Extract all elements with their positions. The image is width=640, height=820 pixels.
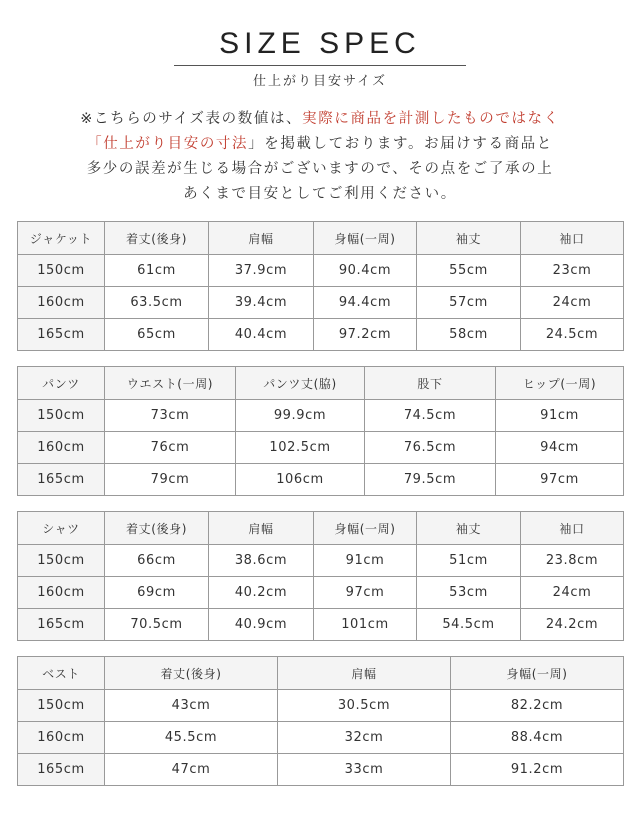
header-cell: 着丈(後身) — [105, 222, 209, 255]
table-row — [18, 400, 624, 432]
value-cell: 57cm — [417, 287, 521, 319]
size-label-cell: 160cm — [18, 722, 105, 754]
value-cell: 33cm — [278, 754, 451, 786]
header-cell: 身幅(一周) — [314, 512, 417, 545]
value-cell: 40.2cm — [209, 577, 314, 609]
value-cell: 40.4cm — [209, 319, 314, 351]
table-header-row — [18, 367, 624, 400]
size-label-cell: 150cm — [18, 400, 105, 432]
table-row — [18, 577, 624, 609]
value-cell: 32cm — [278, 722, 451, 754]
vest-size-table — [17, 656, 624, 786]
notice-line-2-text: 」を掲載しております。お届けする商品と — [248, 136, 553, 152]
page-subtitle: 仕上がり目安サイズ — [253, 74, 387, 89]
value-cell: 99.9cm — [236, 400, 365, 432]
shirt-size-table — [17, 511, 624, 641]
value-cell: 82.2cm — [451, 690, 624, 722]
notice-line-4: あくまで目安としてご利用ください。 — [183, 186, 457, 202]
header-cell: ベスト — [18, 657, 105, 690]
value-cell: 88.4cm — [451, 722, 624, 754]
value-cell: 97.2cm — [314, 319, 417, 351]
value-cell: 58cm — [417, 319, 521, 351]
value-cell: 47cm — [105, 754, 278, 786]
value-cell: 94.4cm — [314, 287, 417, 319]
value-cell: 101cm — [314, 609, 417, 641]
header-cell: 袖丈 — [417, 222, 521, 255]
value-cell: 40.9cm — [209, 609, 314, 641]
table-row — [18, 722, 624, 754]
table-row — [18, 545, 624, 577]
table-row — [18, 609, 624, 641]
value-cell: 66cm — [105, 545, 209, 577]
value-cell: 39.4cm — [209, 287, 314, 319]
value-cell: 69cm — [105, 577, 209, 609]
notice-line-2 — [0, 132, 640, 157]
value-cell: 61cm — [105, 255, 209, 287]
value-cell: 79.5cm — [365, 464, 496, 496]
header-cell: パンツ — [18, 367, 105, 400]
table-header-row — [18, 512, 624, 545]
size-label-cell: 165cm — [18, 319, 105, 351]
table-row — [18, 464, 624, 496]
size-label-cell: 165cm — [18, 754, 105, 786]
header-cell: パンツ丈(脇) — [236, 367, 365, 400]
value-cell: 94cm — [496, 432, 624, 464]
value-cell: 24cm — [521, 577, 624, 609]
value-cell: 97cm — [314, 577, 417, 609]
size-tables — [17, 221, 623, 801]
header-cell: 身幅(一周) — [451, 657, 624, 690]
value-cell: 51cm — [417, 545, 521, 577]
header-cell: 袖口 — [521, 222, 624, 255]
value-cell: 23.8cm — [521, 545, 624, 577]
header-cell: ヒップ(一周) — [496, 367, 624, 400]
value-cell: 55cm — [417, 255, 521, 287]
size-label-cell: 160cm — [18, 432, 105, 464]
table-row — [18, 255, 624, 287]
table-row — [18, 287, 624, 319]
pants-size-table — [17, 366, 624, 496]
notice-line-2-highlight: 「仕上がり目安の寸法 — [87, 136, 249, 152]
value-cell: 76.5cm — [365, 432, 496, 464]
value-cell: 91.2cm — [451, 754, 624, 786]
jacket-size-table — [17, 221, 624, 351]
table-header-row — [18, 222, 624, 255]
value-cell: 91cm — [496, 400, 624, 432]
size-label-cell: 160cm — [18, 287, 105, 319]
header-cell: 袖丈 — [417, 512, 521, 545]
size-label-cell: 165cm — [18, 464, 105, 496]
value-cell: 53cm — [417, 577, 521, 609]
value-cell: 24.2cm — [521, 609, 624, 641]
size-notice — [0, 107, 640, 207]
header-cell: 袖口 — [521, 512, 624, 545]
value-cell: 24cm — [521, 287, 624, 319]
size-label-cell: 150cm — [18, 545, 105, 577]
page-title: SIZE SPEC — [219, 27, 421, 60]
notice-line-3: 多少の誤差が生じる場合がございますので、その点をご了承の上 — [86, 161, 554, 177]
value-cell: 73cm — [105, 400, 236, 432]
value-cell: 90.4cm — [314, 255, 417, 287]
size-label-cell: 160cm — [18, 577, 105, 609]
notice-line-1 — [0, 107, 640, 132]
header-cell: 肩幅 — [278, 657, 451, 690]
value-cell: 79cm — [105, 464, 236, 496]
value-cell: 37.9cm — [209, 255, 314, 287]
value-cell: 91cm — [314, 545, 417, 577]
header-cell: 肩幅 — [209, 222, 314, 255]
value-cell: 97cm — [496, 464, 624, 496]
notice-line-1-text: ※こちらのサイズ表の数値は、 — [80, 111, 303, 127]
notice-line-1-highlight: 実際に商品を計測したものではなく — [302, 111, 560, 127]
value-cell: 38.6cm — [209, 545, 314, 577]
size-label-cell: 165cm — [18, 609, 105, 641]
value-cell: 23cm — [521, 255, 624, 287]
table-row — [18, 432, 624, 464]
table-row — [18, 754, 624, 786]
value-cell: 45.5cm — [105, 722, 278, 754]
header-cell: 身幅(一周) — [314, 222, 417, 255]
value-cell: 65cm — [105, 319, 209, 351]
value-cell: 30.5cm — [278, 690, 451, 722]
value-cell: 102.5cm — [236, 432, 365, 464]
value-cell: 106cm — [236, 464, 365, 496]
header-cell: 着丈(後身) — [105, 512, 209, 545]
size-label-cell: 150cm — [18, 255, 105, 287]
table-row — [18, 690, 624, 722]
header-cell: 着丈(後身) — [105, 657, 278, 690]
header-cell: シャツ — [18, 512, 105, 545]
value-cell: 63.5cm — [105, 287, 209, 319]
table-header-row — [18, 657, 624, 690]
size-label-cell: 150cm — [18, 690, 105, 722]
header-cell: 股下 — [365, 367, 496, 400]
value-cell: 74.5cm — [365, 400, 496, 432]
value-cell: 76cm — [105, 432, 236, 464]
value-cell: 54.5cm — [417, 609, 521, 641]
value-cell: 70.5cm — [105, 609, 209, 641]
value-cell: 24.5cm — [521, 319, 624, 351]
value-cell: 43cm — [105, 690, 278, 722]
header-cell: ウエスト(一周) — [105, 367, 236, 400]
header-cell: 肩幅 — [209, 512, 314, 545]
title-underline — [174, 65, 466, 66]
header-cell: ジャケット — [18, 222, 105, 255]
table-row — [18, 319, 624, 351]
